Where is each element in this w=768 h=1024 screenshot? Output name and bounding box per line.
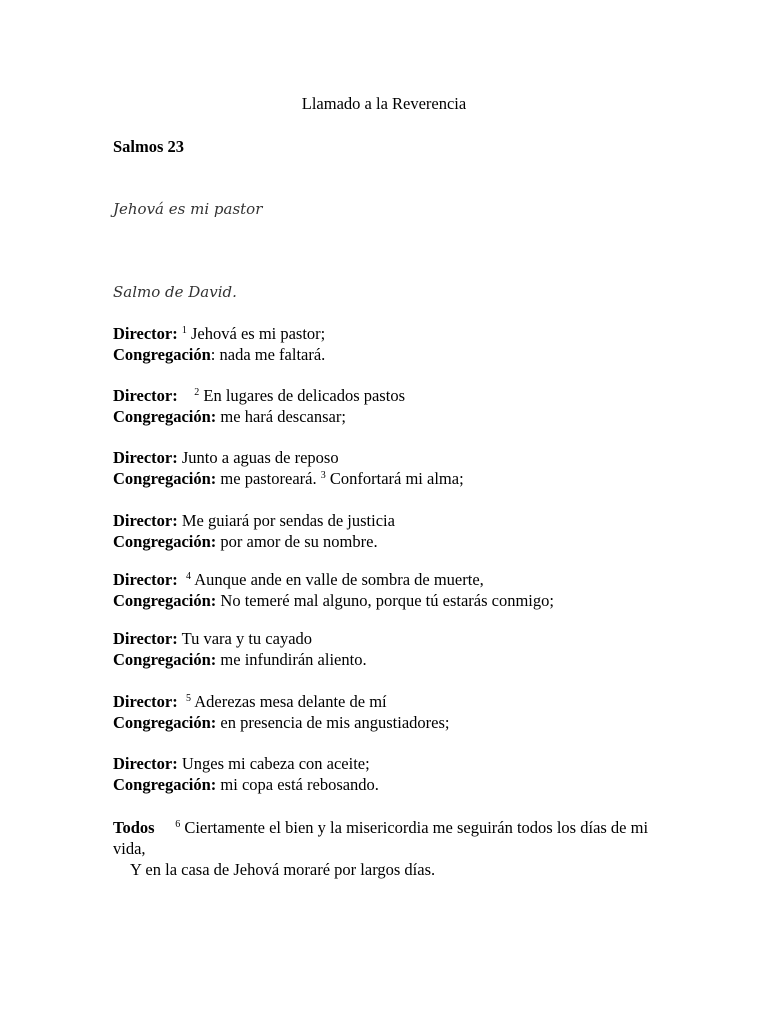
todos-closing-line: Y en la casa de Jehová moraré por largos días.: [130, 860, 436, 879]
congregation-text: en presencia de mis angustiadores;: [216, 713, 450, 732]
director-text: En lugares de delicados pastos: [199, 386, 405, 405]
director-text: Jehová es mi pastor;: [186, 324, 326, 343]
verse-block-7: [113, 691, 673, 733]
director-text: Tu vara y tu cayado: [177, 629, 313, 648]
congregation-line: [113, 590, 673, 611]
congregation-line: [113, 406, 673, 427]
director-label: Director:: [113, 386, 178, 405]
congregation-line: [113, 468, 673, 489]
verse-block-3: [113, 447, 673, 489]
congregation-line: [113, 649, 673, 670]
director-label: Director:: [113, 754, 178, 773]
verse-block-2: [113, 385, 673, 427]
congregation-label: Congregación:: [113, 650, 217, 669]
page-title: Llamado a la Reverencia: [301, 94, 467, 113]
verse-number: 2: [194, 387, 200, 398]
congregation-text: me infundirán aliento.: [216, 650, 367, 669]
todos-line: [113, 817, 673, 859]
verse-number: 4: [186, 571, 191, 582]
director-label: Director:: [113, 692, 178, 711]
director-line: [113, 569, 673, 590]
director-line: [113, 628, 673, 649]
psalm-heading: Salmos 23: [113, 137, 185, 156]
director-line: [113, 753, 673, 774]
congregation-line: [113, 531, 673, 552]
verse-block-6: [113, 628, 673, 670]
director-label: Director:: [113, 324, 178, 343]
director-label: Director:: [113, 570, 178, 589]
director-text: Unges mi cabeza con aceite;: [177, 754, 370, 773]
todos-label: Todos: [113, 818, 155, 837]
director-text: Junto a aguas de reposo: [177, 448, 339, 467]
congregation-text-continued: Confortará mi alma;: [325, 469, 464, 488]
congregation-label: Congregación:: [113, 532, 217, 551]
director-text: Me guiará por sendas de justicia: [177, 511, 395, 530]
todos-block: [113, 817, 673, 880]
congregation-line: [113, 774, 673, 795]
director-line: [113, 447, 673, 468]
director-line: [113, 510, 673, 531]
verse-block-1: [113, 323, 673, 365]
congregation-text: me hará descansar;: [216, 407, 346, 426]
verse-number: 5: [186, 693, 191, 704]
verse-block-8: [113, 753, 673, 795]
verse-number: 1: [181, 325, 187, 336]
director-label: Director:: [113, 511, 178, 530]
congregation-text: por amor de su nombre.: [216, 532, 378, 551]
director-line: [113, 691, 673, 712]
director-line: [113, 323, 673, 344]
verse-number: 3: [320, 470, 326, 481]
todos-text: Ciertamente el bien y la misericordia me seguirán todos los días de mi vida,: [113, 818, 649, 858]
director-line: [113, 385, 673, 406]
congregation-text: : nada me faltará.: [210, 345, 326, 364]
verse-block-4: [113, 510, 673, 552]
verse-number: 6: [175, 819, 181, 830]
director-label: Director:: [113, 629, 178, 648]
psalm-attribution: Salmo de David.: [113, 283, 237, 301]
director-label: Director:: [113, 448, 178, 467]
director-text: Aderezas mesa delante de mí: [191, 692, 387, 711]
congregation-label: Congregación:: [113, 591, 217, 610]
congregation-label: Congregación: [113, 345, 211, 364]
congregation-label: Congregación:: [113, 713, 217, 732]
congregation-text: No temeré mal alguno, porque tú estarás conmigo;: [216, 591, 554, 610]
congregation-text: mi copa está rebosando.: [216, 775, 379, 794]
congregation-line: [113, 344, 673, 365]
verse-block-5: [113, 569, 673, 611]
congregation-text: me pastoreará.: [216, 469, 317, 488]
congregation-line: [113, 712, 673, 733]
director-text: Aunque ande en valle de sombra de muerte,: [191, 570, 484, 589]
congregation-label: Congregación:: [113, 469, 217, 488]
congregation-label: Congregación:: [113, 407, 217, 426]
psalm-subtitle: Jehová es mi pastor: [113, 200, 263, 218]
congregation-label: Congregación:: [113, 775, 217, 794]
